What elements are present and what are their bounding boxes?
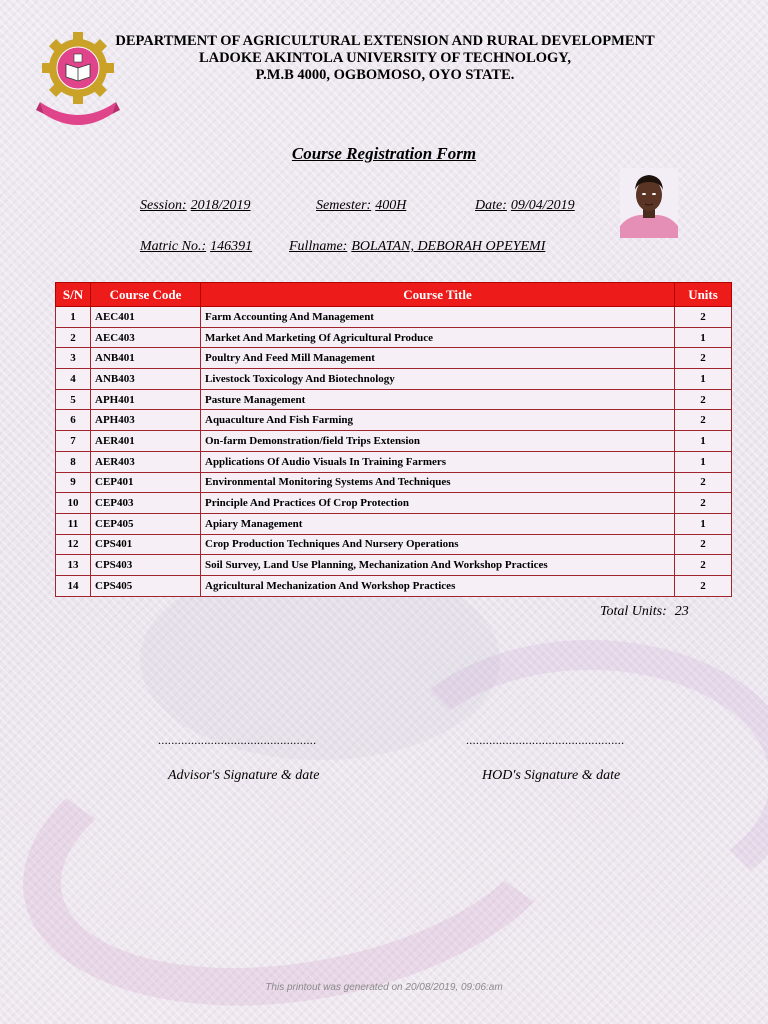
- row-sn: 11: [56, 513, 91, 534]
- advisor-signature-label: Advisor's Signature & date: [168, 768, 320, 783]
- table-row: [56, 472, 732, 493]
- row-sn: 3: [56, 348, 91, 369]
- row-units: 2: [675, 472, 732, 493]
- row-sn: 13: [56, 555, 91, 576]
- hod-signature-label: HOD's Signature & date: [482, 768, 621, 783]
- column-header-units: Units: [675, 283, 732, 307]
- column-header-course-title: Course Title: [201, 283, 675, 307]
- matric-label: Matric No.:: [140, 239, 207, 254]
- row-course-title: On-farm Demonstration/field Trips Extension: [201, 431, 675, 452]
- table-header-row: [56, 283, 732, 307]
- course-table: [55, 282, 732, 597]
- row-units: 2: [675, 534, 732, 555]
- row-course-title: Farm Accounting And Management: [201, 307, 675, 328]
- row-sn: 10: [56, 493, 91, 514]
- row-course-title: Livestock Toxicology And Biotechnology: [201, 369, 675, 390]
- row-course-title: Poultry And Feed Mill Management: [201, 348, 675, 369]
- semester-value: 400H: [375, 198, 407, 213]
- row-units: 1: [675, 369, 732, 390]
- row-units: 1: [675, 327, 732, 348]
- matric-field: [140, 239, 252, 255]
- row-units: 2: [675, 348, 732, 369]
- row-course-code: ANB401: [91, 348, 201, 369]
- row-sn: 9: [56, 472, 91, 493]
- row-units: 1: [675, 513, 732, 534]
- row-course-title: Soil Survey, Land Use Planning, Mechanization And Workshop Practices: [201, 555, 675, 576]
- table-row: [56, 369, 732, 390]
- row-units: 1: [675, 451, 732, 472]
- date-label: Date:: [475, 198, 507, 213]
- session-value: 2018/2019: [190, 198, 251, 213]
- row-course-title: Crop Production Techniques And Nursery Operations: [201, 534, 675, 555]
- table-row: [56, 451, 732, 472]
- row-sn: 7: [56, 431, 91, 452]
- printout-footer: This printout was generated on 20/08/2019, 09:06:am: [265, 982, 503, 993]
- table-row: [56, 307, 732, 328]
- row-course-title: Environmental Monitoring Systems And Techniques: [201, 472, 675, 493]
- row-course-code: APH403: [91, 410, 201, 431]
- table-row: [56, 431, 732, 452]
- row-units: 1: [675, 431, 732, 452]
- table-row: [56, 327, 732, 348]
- row-units: 2: [675, 575, 732, 596]
- fullname-value: BOLATAN, DEBORAH OPEYEMI: [351, 239, 546, 254]
- total-units-value: 23: [674, 604, 689, 619]
- row-sn: 4: [56, 369, 91, 390]
- row-course-title: Pasture Management: [201, 389, 675, 410]
- row-course-title: Applications Of Audio Visuals In Training Farmers: [201, 451, 675, 472]
- row-course-code: AEC403: [91, 327, 201, 348]
- page-title: Course Registration Form: [291, 144, 477, 163]
- session-label: Session:: [140, 198, 187, 213]
- table-row: [56, 410, 732, 431]
- date-field: [475, 198, 575, 214]
- hod-signature-line: ................................................: [466, 733, 625, 747]
- row-course-title: Aquaculture And Fish Farming: [201, 410, 675, 431]
- table-row: [56, 575, 732, 596]
- row-sn: 1: [56, 307, 91, 328]
- row-course-code: AEC401: [91, 307, 201, 328]
- row-course-code: CPS403: [91, 555, 201, 576]
- row-course-code: APH401: [91, 389, 201, 410]
- matric-value: 146391: [210, 239, 253, 254]
- semester-label: Semester:: [316, 198, 372, 213]
- row-course-title: Principle And Practices Of Crop Protection: [201, 493, 675, 514]
- table-row: [56, 493, 732, 514]
- row-course-code: CPS401: [91, 534, 201, 555]
- row-course-title: Market And Marketing Of Agricultural Produce: [201, 327, 675, 348]
- session-field: [140, 198, 251, 214]
- row-sn: 2: [56, 327, 91, 348]
- row-course-code: CEP401: [91, 472, 201, 493]
- table-row: [56, 389, 732, 410]
- row-course-title: Apiary Management: [201, 513, 675, 534]
- institution-header: [60, 33, 710, 84]
- row-sn: 6: [56, 410, 91, 431]
- row-sn: 5: [56, 389, 91, 410]
- row-units: 2: [675, 389, 732, 410]
- row-sn: 12: [56, 534, 91, 555]
- advisor-signature-line: ................................................: [158, 733, 317, 747]
- fullname-label: Fullname:: [289, 239, 348, 254]
- row-course-code: AER403: [91, 451, 201, 472]
- background-swoosh: [0, 654, 602, 1024]
- row-course-code: AER401: [91, 431, 201, 452]
- row-sn: 8: [56, 451, 91, 472]
- row-course-code: CEP403: [91, 493, 201, 514]
- row-course-title: Agricultural Mechanization And Workshop Practices: [201, 575, 675, 596]
- row-sn: 14: [56, 575, 91, 596]
- table-row: [56, 348, 732, 369]
- date-value: 09/04/2019: [510, 198, 575, 213]
- semester-field: [316, 198, 406, 214]
- row-units: 2: [675, 555, 732, 576]
- table-row: [56, 513, 732, 534]
- student-passport-photo: [620, 168, 678, 238]
- column-header-course-code: Course Code: [91, 283, 201, 307]
- total-units-label: Total Units:: [600, 604, 667, 619]
- table-row: [56, 534, 732, 555]
- column-header-sn: S/N: [56, 283, 91, 307]
- row-units: 2: [675, 493, 732, 514]
- row-units: 2: [675, 307, 732, 328]
- row-course-code: CPS405: [91, 575, 201, 596]
- table-row: [56, 555, 732, 576]
- row-course-code: CEP405: [91, 513, 201, 534]
- row-course-code: ANB403: [91, 369, 201, 390]
- fullname-field: [289, 239, 545, 255]
- row-units: 2: [675, 410, 732, 431]
- total-units: [600, 604, 689, 620]
- header-address: P.M.B 4000, OGBOMOSO, OYO STATE.: [255, 67, 515, 83]
- header-university: LADOKE AKINTOLA UNIVERSITY OF TECHNOLOGY,: [198, 50, 572, 66]
- header-department: DEPARTMENT OF AGRICULTURAL EXTENSION AND RURAL DEVELOPMENT: [115, 33, 655, 49]
